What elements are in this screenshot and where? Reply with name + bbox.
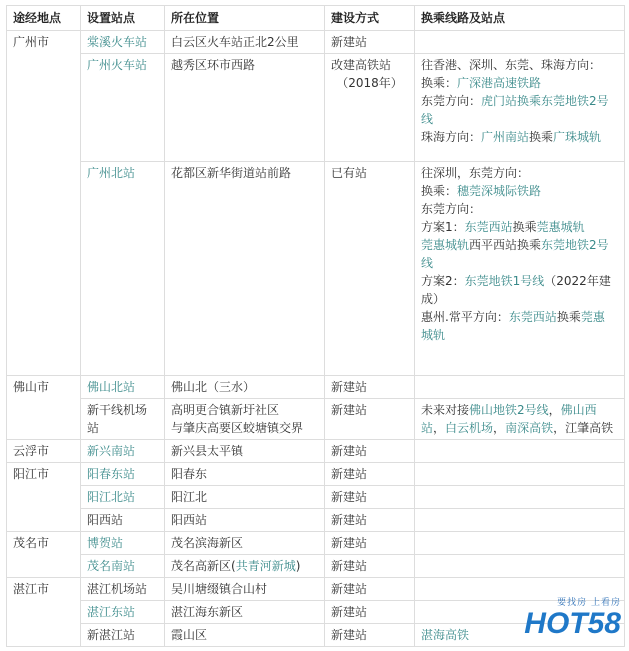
transfer-line: 往香港、深圳、东莞、珠海方向： <box>421 58 602 72</box>
transfer-line: 惠州.常平方向：东莞西站换乘莞惠 <box>421 310 605 324</box>
transfer-line: 东莞方向：虎门站换乘东莞地铁2号 <box>421 94 609 108</box>
transfer-cell <box>415 509 625 532</box>
rail-link[interactable]: 广州南站 <box>481 130 530 144</box>
transfer-line: 成） <box>421 292 446 306</box>
rail-link[interactable]: 佛山地铁2号线 <box>469 403 549 417</box>
transfer-line <box>421 326 618 344</box>
location-cell: 吴川塘缀镇合山村 <box>165 578 325 601</box>
station-cell: 新湛江站 <box>81 624 165 647</box>
location-cell: 白云区火车站正北2公里 <box>165 31 325 54</box>
watermark-brand: HOT58 <box>524 607 621 640</box>
transfer-cell <box>415 555 625 578</box>
rail-link[interactable]: 东莞西站 <box>508 310 557 324</box>
construction-cell: 新建站 <box>325 509 415 532</box>
construction-year: （2018年） <box>336 76 403 90</box>
construction-cell: 新建站 <box>325 399 415 440</box>
transfer-cell <box>415 440 625 463</box>
location-cell: 花都区新华街道站前路 <box>165 162 325 376</box>
station-cell <box>81 440 165 463</box>
station-cell <box>81 463 165 486</box>
header-station: 设置站点 <box>81 6 165 31</box>
transfer-cell <box>415 532 625 555</box>
station-link[interactable]: 广州火车站 <box>87 58 148 72</box>
station-cell <box>81 555 165 578</box>
station-link[interactable]: 阳春东站 <box>87 467 136 481</box>
transfer-line: 莞惠城轨西平西站换乘东莞地铁2号 <box>421 238 609 252</box>
city-zhanjiang: 湛江市 <box>7 578 81 647</box>
location-cell: 佛山北（三水） <box>165 376 325 399</box>
transfer-line: 往深圳，东莞方向： <box>421 166 530 180</box>
station-link[interactable]: 阳江北站 <box>87 490 136 504</box>
transfer-line: 站，白云机场，南深高铁，江肇高铁 <box>421 421 614 435</box>
area-link[interactable]: 共青河新城 <box>235 559 296 573</box>
construction-type: 改建高铁站 <box>331 58 392 72</box>
station-link[interactable]: 新兴南站 <box>87 444 136 458</box>
transfer-line: 方案2：东莞地铁1号线（2022年建 <box>421 274 611 288</box>
station-cell <box>81 532 165 555</box>
construction-cell: 新建站 <box>325 532 415 555</box>
construction-cell: 新建站 <box>325 31 415 54</box>
location-cell: 越秀区环市西路 <box>165 54 325 162</box>
transfer-cell <box>415 463 625 486</box>
rail-link[interactable]: 穗莞深城际铁路 <box>457 184 542 198</box>
location-cell: 阳春东 <box>165 463 325 486</box>
rail-link[interactable]: 莞惠城轨 <box>421 238 470 252</box>
station-cell <box>81 376 165 399</box>
table-row <box>7 486 625 509</box>
transfer-line <box>421 110 618 128</box>
city-maoming: 茂名市 <box>7 532 81 578</box>
rail-link[interactable]: 莞惠城轨 <box>536 220 585 234</box>
rail-link[interactable]: 莞惠 <box>580 310 605 324</box>
station-cell: 阳西站 <box>81 509 165 532</box>
construction-cell <box>325 54 415 162</box>
table-row <box>7 376 625 399</box>
header-location: 所在位置 <box>165 6 325 31</box>
location-cell: 新兴县太平镇 <box>165 440 325 463</box>
table-row <box>7 463 625 486</box>
table-row <box>7 532 625 555</box>
rail-link[interactable]: 广深港高速铁路 <box>457 76 542 90</box>
transfer-cell <box>415 376 625 399</box>
rail-link[interactable]: 线 <box>421 112 434 126</box>
table-row <box>7 162 625 376</box>
city-foshan: 佛山市 <box>7 376 81 440</box>
rail-link[interactable]: 湛海高铁 <box>421 628 470 642</box>
location-cell: 茂名滨海新区 <box>165 532 325 555</box>
location-cell: 高明更合镇新圩社区 与肇庆高要区蛟塘镇交界 <box>165 399 325 440</box>
transfer-line: 换乘：穗莞深城际铁路 <box>421 184 542 198</box>
construction-cell: 已有站 <box>325 162 415 376</box>
transfer-line: 换乘：广深港高速铁路 <box>421 76 542 90</box>
rail-link[interactable]: 城轨 <box>421 328 446 342</box>
rail-link[interactable]: 广珠城轨 <box>553 130 602 144</box>
construction-cell: 新建站 <box>325 555 415 578</box>
table-row <box>7 555 625 578</box>
transfer-line: 珠海方向：广州南站换乘广珠城轨 <box>421 130 602 144</box>
table-row <box>7 399 625 440</box>
city-guangzhou: 广州市 <box>7 31 81 376</box>
construction-cell: 新建站 <box>325 578 415 601</box>
station-cell <box>81 54 165 162</box>
transfer-cell <box>415 162 625 376</box>
rail-link[interactable]: 站 <box>421 421 434 435</box>
table-row <box>7 54 625 162</box>
station-cell: 新干线机场 站 <box>81 399 165 440</box>
rail-link[interactable]: 线 <box>421 256 434 270</box>
table-row <box>7 509 625 532</box>
transfer-cell <box>415 399 625 440</box>
station-link[interactable]: 博贺站 <box>87 536 124 550</box>
rail-link[interactable]: 白云机场 <box>445 421 494 435</box>
transfer-line: 方案1：东莞西站换乘莞惠城轨 <box>421 220 585 234</box>
transfer-line: 未来对接佛山地铁2号线，佛山西 <box>421 403 597 417</box>
rail-link[interactable]: 东莞西站 <box>464 220 513 234</box>
table-row <box>7 31 625 54</box>
transfer-cell <box>415 31 625 54</box>
header-city: 途经地点 <box>7 6 81 31</box>
construction-cell: 新建站 <box>325 376 415 399</box>
header-row <box>7 6 625 31</box>
station-link[interactable]: 佛山北站 <box>87 380 136 394</box>
station-link[interactable]: 湛江东站 <box>87 605 136 619</box>
transfer-line: 东莞方向： <box>421 202 482 216</box>
watermark-tagline: 要找房 上看房 <box>557 598 621 608</box>
station-link[interactable]: 茂名南站 <box>87 559 136 573</box>
watermark-logo <box>517 595 621 645</box>
rail-link[interactable]: 南深高铁 <box>505 421 554 435</box>
rail-link[interactable]: 东莞地铁1号线 <box>464 274 545 288</box>
station-link[interactable]: 广州北站 <box>87 166 136 180</box>
station-cell <box>81 601 165 624</box>
rail-link[interactable]: 虎门站换乘东莞地铁2号 <box>481 94 609 108</box>
header-construction: 建设方式 <box>325 6 415 31</box>
station-cell: 湛江机场站 <box>81 578 165 601</box>
city-yunfu: 云浮市 <box>7 440 81 463</box>
table-row <box>7 440 625 463</box>
header-transfer: 换乘线路及站点 <box>415 6 625 31</box>
city-yangjiang: 阳江市 <box>7 463 81 532</box>
transfer-cell <box>415 486 625 509</box>
station-cell <box>81 162 165 376</box>
station-cell <box>81 486 165 509</box>
location-cell: 茂名高新区(共青河新城) <box>165 555 325 578</box>
station-table <box>6 5 625 647</box>
station-link[interactable]: 棠溪火车站 <box>87 35 148 49</box>
construction-cell: 新建站 <box>325 486 415 509</box>
location-cell: 湛江海东新区 <box>165 601 325 624</box>
construction-cell: 新建站 <box>325 463 415 486</box>
rail-link[interactable]: 佛山西 <box>560 403 597 417</box>
station-cell <box>81 31 165 54</box>
rail-link[interactable]: 东莞地铁2号 <box>541 238 609 252</box>
construction-cell: 新建站 <box>325 601 415 624</box>
construction-cell: 新建站 <box>325 440 415 463</box>
construction-cell: 新建站 <box>325 624 415 647</box>
transfer-line <box>421 254 618 272</box>
location-cell: 阳西站 <box>165 509 325 532</box>
location-cell: 阳江北 <box>165 486 325 509</box>
location-cell: 霞山区 <box>165 624 325 647</box>
transfer-cell <box>415 54 625 162</box>
